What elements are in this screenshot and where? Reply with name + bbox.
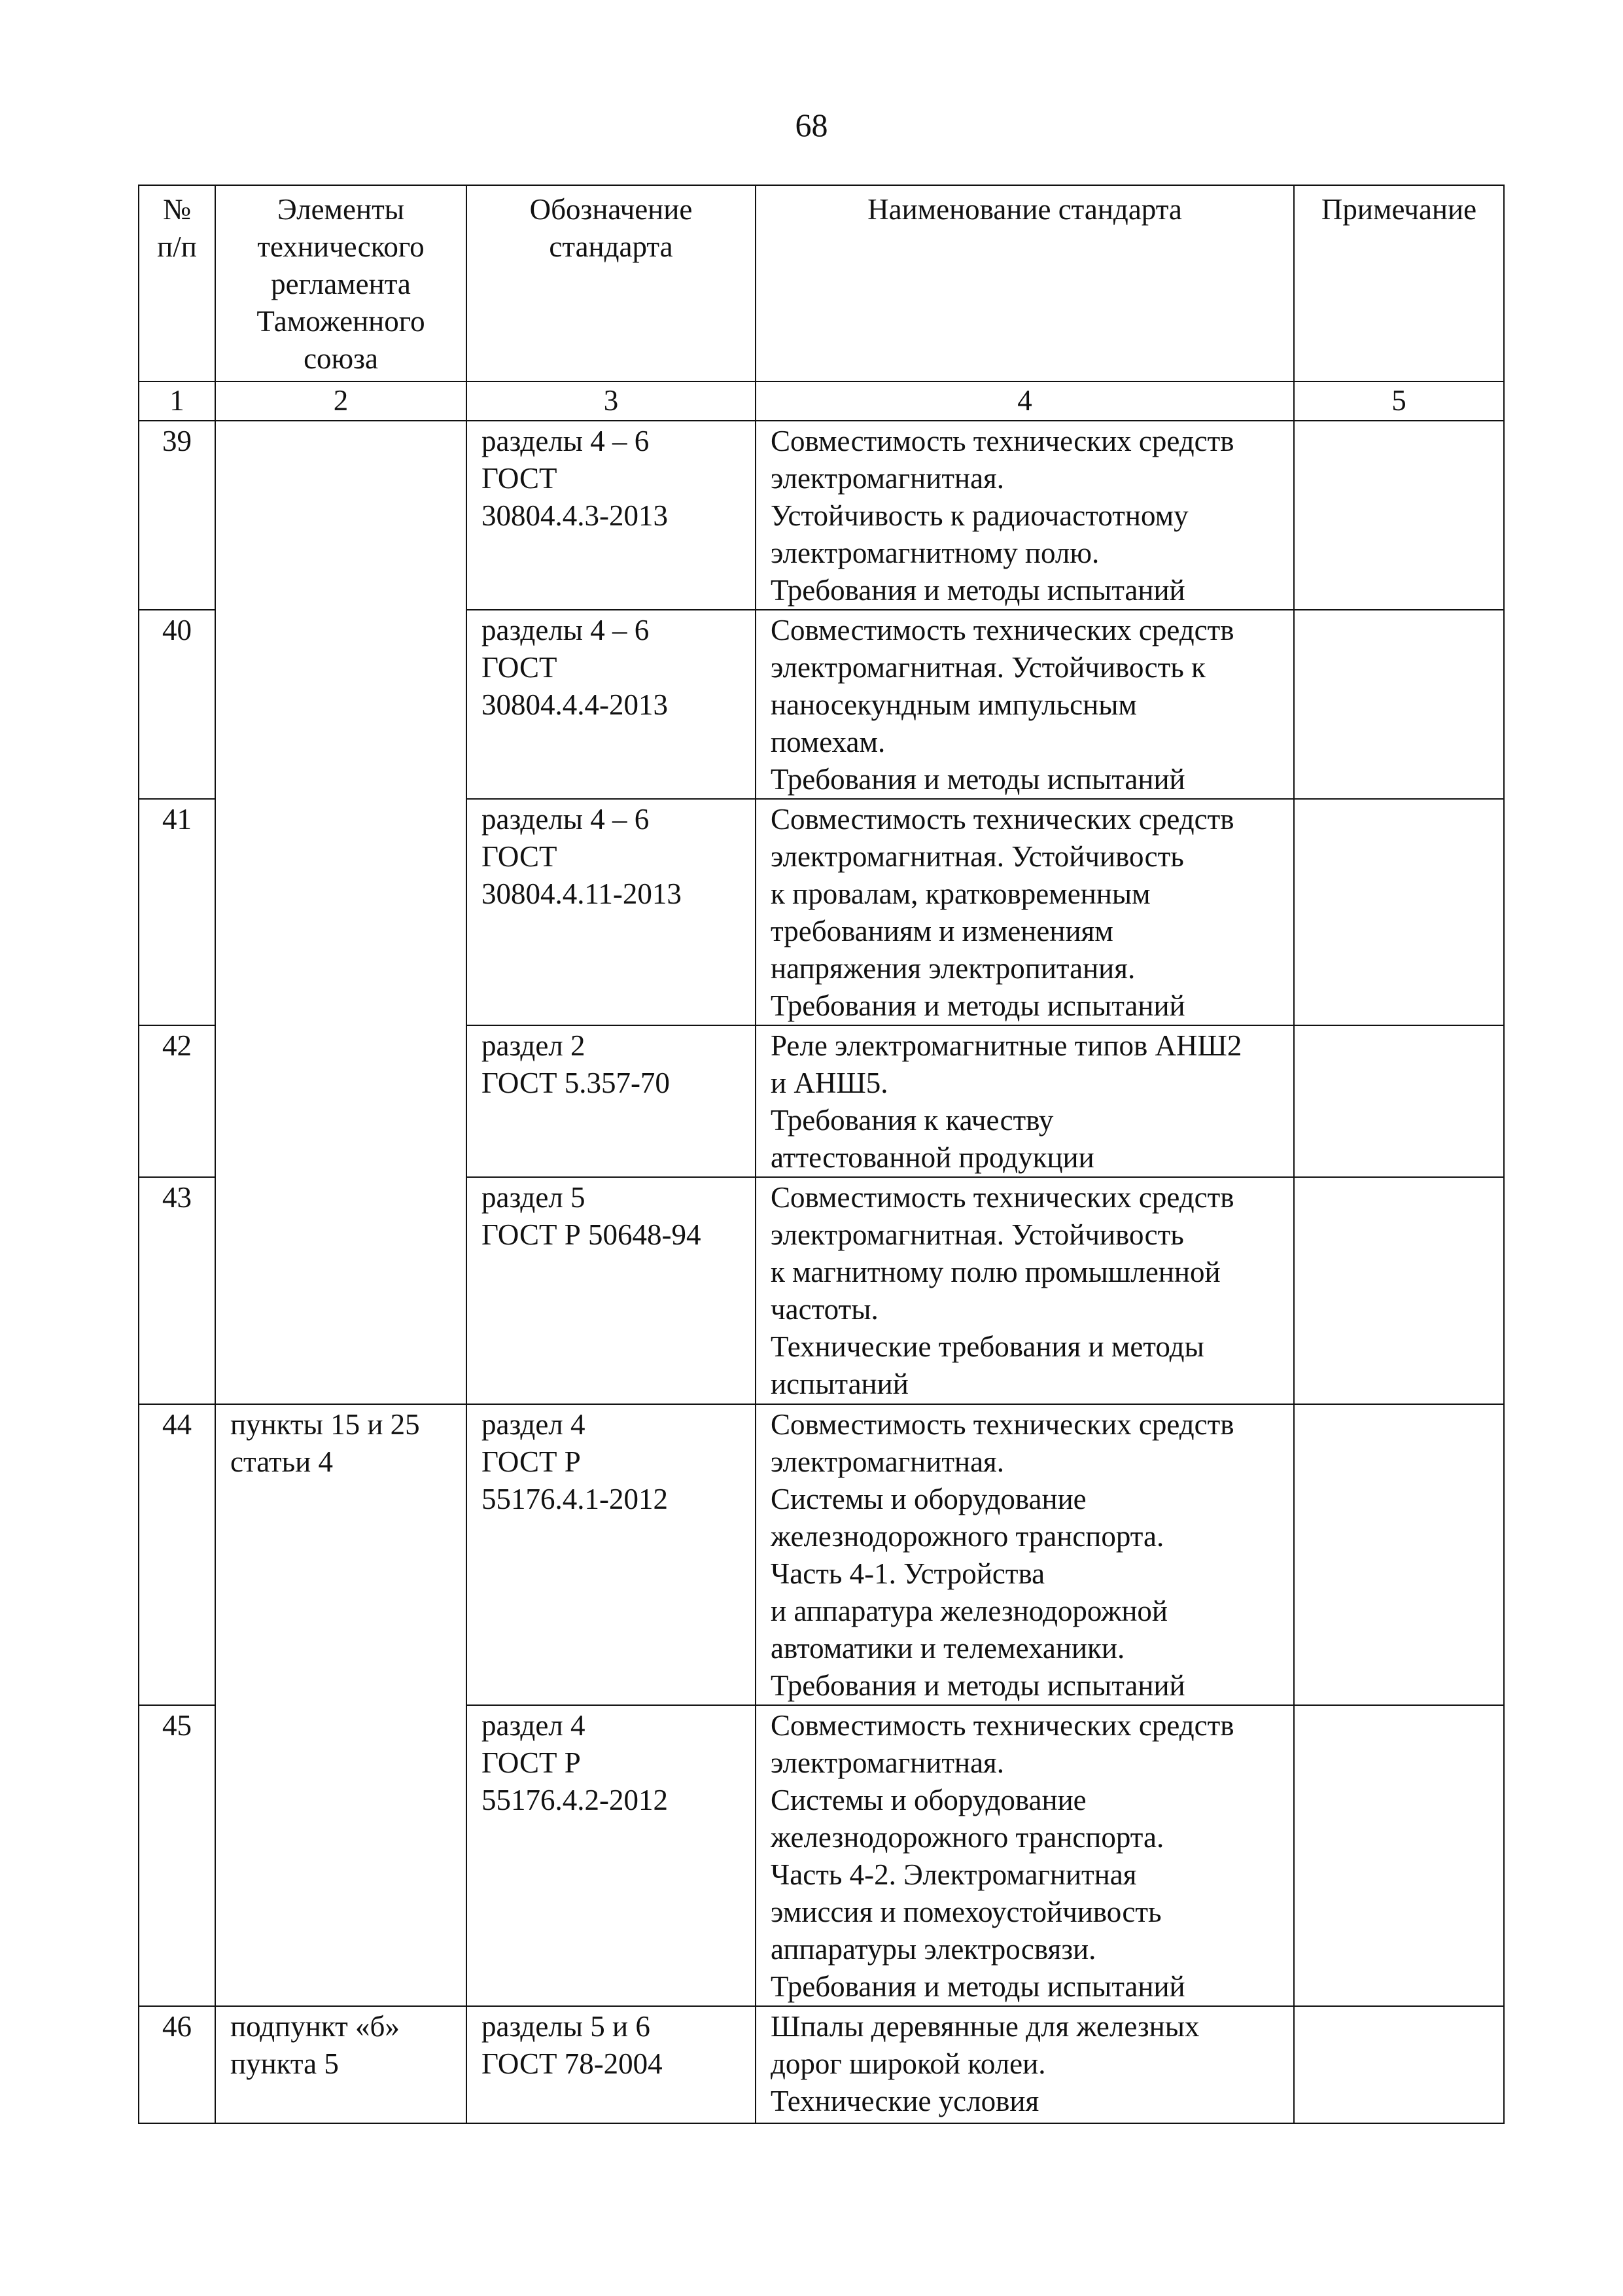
designation-cell-line: раздел 4	[481, 1408, 585, 1441]
standard-name-cell-line: помехам.	[771, 726, 886, 758]
standard-name-cell-line: испытаний	[771, 1368, 909, 1400]
standard-name-cell-line: Технические условия	[771, 2085, 1039, 2117]
designation-cell-line: ГОСТ	[481, 840, 557, 873]
header-line: Элементы	[277, 193, 404, 226]
header-line: Таможенного	[256, 305, 425, 338]
standard-name-cell-line: требованиям и изменениям	[771, 915, 1113, 947]
designation-cell-line: разделы 4 – 6	[481, 614, 650, 646]
standard-name-cell	[756, 1177, 1294, 1404]
designation-cell-line: разделы 4 – 6	[481, 425, 650, 457]
row-number: 46	[139, 2006, 215, 2123]
note-cell	[1294, 799, 1504, 1025]
standard-name-cell	[756, 2006, 1294, 2123]
header-line: регламента	[271, 268, 411, 300]
designation-cell-line: разделы 5 и 6	[481, 2010, 650, 2043]
column-number: 4	[756, 381, 1294, 421]
standard-name-cell	[756, 421, 1294, 610]
note-cell	[1294, 1177, 1504, 1404]
standard-name-cell-line: Системы и оборудование	[771, 1784, 1087, 1816]
designation-cell-line: разделы 4 – 6	[481, 803, 650, 836]
header-line: технического	[257, 230, 425, 263]
standard-name-cell-line: частоты.	[771, 1293, 879, 1326]
header-number	[139, 185, 215, 381]
designation-cell-line: ГОСТ Р	[481, 1445, 581, 1478]
designation-cell-line: 30804.4.11-2013	[481, 877, 682, 910]
standard-name-cell-line: Совместимость технических средств	[771, 803, 1234, 836]
standard-name-cell-line: Требования и методы испытаний	[771, 989, 1185, 1022]
designation-cell-line: ГОСТ	[481, 651, 557, 684]
standard-name-cell-line: электромагнитная.	[771, 1746, 1004, 1779]
element-cell-line: статьи 4	[230, 1445, 334, 1478]
designation-cell-line: раздел 5	[481, 1181, 585, 1214]
standard-name-cell-line: Технические требования и методы	[771, 1330, 1204, 1363]
standard-name-cell-line: Совместимость технических средств	[771, 1709, 1234, 1742]
header-line: союза	[304, 342, 378, 375]
element-cell	[215, 1404, 466, 2006]
header-line: Наименование стандарта	[867, 193, 1182, 226]
standard-name-cell-line: Требования и методы испытаний	[771, 1970, 1185, 2003]
standard-name-cell-line: Требования к качеству	[771, 1104, 1054, 1137]
standard-name-cell-line: аттестованной продукции	[771, 1141, 1094, 1174]
designation-cell-line: ГОСТ 5.357-70	[481, 1067, 670, 1099]
standard-name-cell-line: к магнитному полю промышленной	[771, 1256, 1221, 1288]
standard-name-cell-line: Шпалы деревянные для железных	[771, 2010, 1200, 2043]
standard-name-cell-line: к провалам, кратковременным	[771, 877, 1151, 910]
note-cell	[1294, 421, 1504, 610]
standard-name-cell-line: Совместимость технических средств	[771, 425, 1234, 457]
row-number: 42	[139, 1025, 215, 1177]
standard-name-cell	[756, 1404, 1294, 1705]
designation-cell	[466, 799, 756, 1025]
note-cell	[1294, 610, 1504, 799]
standard-name-cell-line: электромагнитная. Устойчивость	[771, 840, 1184, 873]
designation-cell	[466, 421, 756, 610]
designation-cell-line: раздел 4	[481, 1709, 585, 1742]
header-note	[1294, 185, 1504, 381]
standard-name-cell-line: Совместимость технических средств	[771, 1408, 1234, 1441]
standard-name-cell-line: Совместимость технических средств	[771, 614, 1234, 646]
designation-cell-line: раздел 2	[481, 1029, 585, 1062]
designation-cell	[466, 610, 756, 799]
header-row	[139, 185, 1504, 381]
header-line: стандарта	[549, 230, 673, 263]
note-cell	[1294, 1705, 1504, 2006]
standard-name-cell-line: Совместимость технических средств	[771, 1181, 1234, 1214]
page-number: 68	[795, 107, 828, 143]
standard-name-cell-line: и АНШ5.	[771, 1067, 888, 1099]
standard-name-cell	[756, 799, 1294, 1025]
column-number-row	[139, 381, 1504, 421]
designation-cell-line: ГОСТ Р	[481, 1746, 581, 1779]
header-line: №	[163, 193, 191, 226]
designation-cell-line: ГОСТ Р 50648-94	[481, 1218, 701, 1251]
element-cell-line: пункта 5	[230, 2047, 339, 2080]
standard-name-cell-line: Требования и методы испытаний	[771, 574, 1185, 607]
standard-name-cell	[756, 1025, 1294, 1177]
designation-cell-line: 55176.4.1-2012	[481, 1483, 668, 1515]
standard-name-cell-line: железнодорожного транспорта.	[771, 1821, 1164, 1854]
table-row	[139, 1404, 1504, 1705]
table-row	[139, 2006, 1504, 2123]
standard-name-cell-line: Часть 4-1. Устройства	[771, 1557, 1045, 1590]
header-line: Примечание	[1321, 193, 1477, 226]
header-standard-name	[756, 185, 1294, 381]
standard-name-cell-line: Требования и методы испытаний	[771, 1669, 1185, 1702]
column-number: 1	[139, 381, 215, 421]
element-cell	[215, 2006, 466, 2123]
designation-cell	[466, 1404, 756, 1705]
designation-cell	[466, 1025, 756, 1177]
row-number: 45	[139, 1705, 215, 2006]
standards-table	[138, 185, 1505, 2124]
standard-name-cell-line: и аппаратура железнодорожной	[771, 1595, 1168, 1627]
column-number: 3	[466, 381, 756, 421]
element-cell-line: подпункт «б»	[230, 2010, 400, 2043]
table-body	[139, 381, 1504, 2123]
standard-name-cell-line: Устойчивость к радиочастотному	[771, 499, 1189, 532]
standard-name-cell-line: электромагнитная. Устойчивость	[771, 1218, 1184, 1251]
row-number: 43	[139, 1177, 215, 1404]
designation-cell	[466, 1177, 756, 1404]
note-cell	[1294, 2006, 1504, 2123]
standard-name-cell	[756, 610, 1294, 799]
header-line: п/п	[157, 230, 197, 263]
standard-name-cell-line: Часть 4-2. Электромагнитная	[771, 1858, 1137, 1891]
designation-cell	[466, 2006, 756, 2123]
header-line: Обозначение	[529, 193, 693, 226]
element-cell	[215, 421, 466, 1404]
header-elements	[215, 185, 466, 381]
designation-cell-line: 55176.4.2-2012	[481, 1784, 668, 1816]
row-number: 40	[139, 610, 215, 799]
standard-name-cell-line: эмиссия и помехоустойчивость	[771, 1896, 1162, 1928]
standard-name-cell-line: Системы и оборудование	[771, 1483, 1087, 1515]
standard-name-cell-line: наносекундным импульсным	[771, 688, 1137, 721]
standard-name-cell-line: дорог широкой колеи.	[771, 2047, 1046, 2080]
row-number: 39	[139, 421, 215, 610]
standard-name-cell-line: Требования и методы испытаний	[771, 763, 1185, 796]
standard-name-cell-line: аппаратуры электросвязи.	[771, 1933, 1096, 1966]
designation-cell-line: 30804.4.4-2013	[481, 688, 668, 721]
designation-cell-line: ГОСТ	[481, 462, 557, 495]
standard-name-cell-line: автоматики и телемеханики.	[771, 1632, 1125, 1665]
designation-cell-line: 30804.4.3-2013	[481, 499, 668, 532]
column-number: 2	[215, 381, 466, 421]
standard-name-cell-line: напряжения электропитания.	[771, 952, 1136, 985]
row-number: 44	[139, 1404, 215, 1705]
standard-name-cell	[756, 1705, 1294, 2006]
element-cell-line: пункты 15 и 25	[230, 1408, 420, 1441]
standard-name-cell-line: электромагнитная.	[771, 462, 1004, 495]
header-designation	[466, 185, 756, 381]
standard-name-cell-line: электромагнитная. Устойчивость к	[771, 651, 1206, 684]
note-cell	[1294, 1025, 1504, 1177]
designation-cell	[466, 1705, 756, 2006]
standard-name-cell-line: электромагнитная.	[771, 1445, 1004, 1478]
row-number: 41	[139, 799, 215, 1025]
table-row	[139, 421, 1504, 610]
standard-name-cell-line: железнодорожного транспорта.	[771, 1520, 1164, 1553]
note-cell	[1294, 1404, 1504, 1705]
designation-cell-line: ГОСТ 78-2004	[481, 2047, 663, 2080]
standard-name-cell-line: Реле электромагнитные типов АНШ2	[771, 1029, 1242, 1062]
column-number: 5	[1294, 381, 1504, 421]
standard-name-cell-line: электромагнитному полю.	[771, 537, 1100, 569]
